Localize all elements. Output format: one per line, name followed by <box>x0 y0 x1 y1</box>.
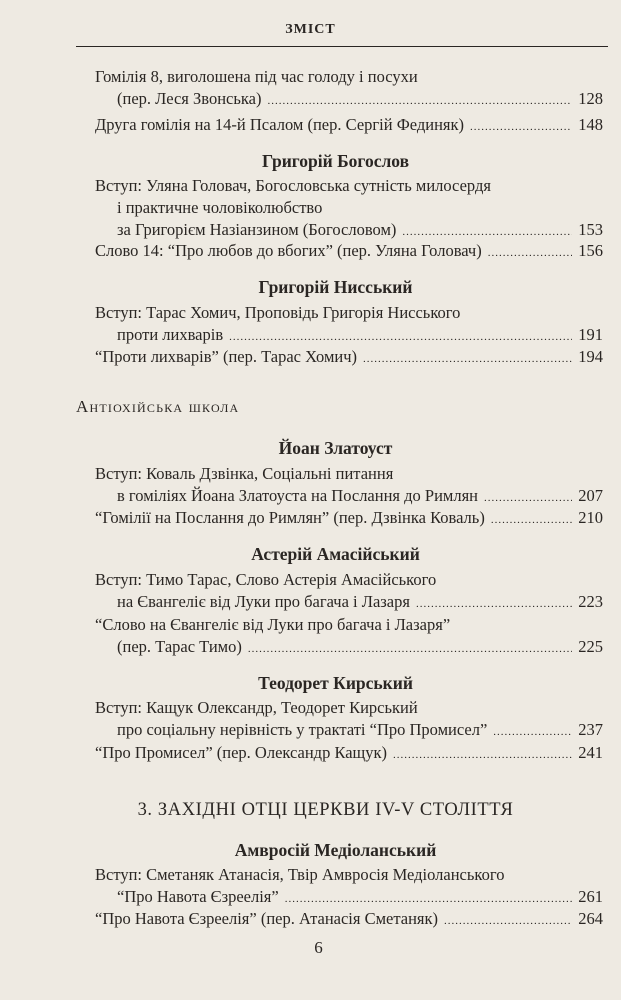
entry-title-line: за Григорієм Назіанзином (Богословом) <box>117 220 397 239</box>
leader-dots <box>229 326 572 348</box>
author-heading: Амвросій Медіоланський <box>234 840 437 860</box>
toc-entry[interactable] <box>95 507 603 531</box>
entry-title-line: “Про Навота Єзреелія” (пер. Атанасія Сметаняк) <box>95 909 439 928</box>
leader-dots <box>285 888 573 910</box>
leader-dots <box>248 638 572 660</box>
entry-title-line: “Гомілії на Послання до Римлян” (пер. Дзвінка Коваль) <box>95 508 485 527</box>
leader-dots <box>484 487 572 509</box>
page-number: 241 <box>578 743 603 762</box>
header-rule <box>76 46 608 47</box>
page-number: 210 <box>578 508 603 527</box>
entry-title-line: “Про Промисел” (пер. Олександр Кащук) <box>95 743 388 762</box>
page-number: 223 <box>578 592 603 611</box>
entry-title-line: “Про Навота Єзреелія” <box>117 887 279 906</box>
entry-title-line: Гомілія 8, виголошена під час голоду і посухи <box>95 67 418 86</box>
entry-title-line: “Проти лихварів” (пер. Тарас Хомич) <box>95 347 358 366</box>
toc-entry[interactable] <box>95 240 603 264</box>
leader-dots <box>444 910 572 932</box>
author-heading: Григорій Богослов <box>261 151 410 171</box>
page-number: 153 <box>578 220 603 239</box>
toc-entry[interactable] <box>95 614 603 660</box>
toc-entry[interactable] <box>95 908 603 932</box>
toc-entry[interactable] <box>95 742 603 766</box>
entry-title-line: на Євангеліє від Луки про багача і Лазаря <box>117 592 410 611</box>
toc-entry[interactable] <box>95 66 603 112</box>
entry-title-line: і практичне чоловіколюбство <box>117 198 323 217</box>
page-number: 156 <box>578 241 603 260</box>
toc-entry[interactable] <box>95 463 603 509</box>
toc-entry[interactable] <box>95 114 603 138</box>
toc-entry[interactable] <box>95 302 603 348</box>
author-heading: Йоан Златоуст <box>278 438 393 458</box>
running-head: ЗМІСТ <box>285 22 336 37</box>
entry-title-line: (пер. Леся Звонська) <box>117 89 262 108</box>
entry-title-line: в гоміліях Йоана Златоуста на Послання до Римлян <box>117 486 478 505</box>
page-number: 207 <box>578 486 603 505</box>
leader-dots <box>267 90 572 112</box>
entry-title-line: Вступ: Кащук Олександр, Теодорет Кирський <box>95 698 418 717</box>
leader-dots <box>416 593 572 615</box>
page-number: 128 <box>578 89 603 108</box>
page-number: 261 <box>578 887 603 906</box>
leader-dots <box>470 116 572 138</box>
leader-dots <box>488 242 573 264</box>
entry-title-line: Вступ: Тарас Хомич, Проповідь Григорія Нисського <box>95 303 461 322</box>
part-heading: 3. ЗАХІДНІ ОТЦІ ЦЕРКВИ IV-V СТОЛІТТЯ <box>137 800 514 820</box>
toc-entry[interactable] <box>95 864 603 910</box>
page-number: 148 <box>578 115 603 134</box>
page-number: 225 <box>578 637 603 656</box>
leader-dots <box>393 744 572 766</box>
entry-title-line: (пер. Тарас Тимо) <box>117 637 242 656</box>
leader-dots <box>363 348 572 370</box>
entry-title-line: проти лихварів <box>117 325 224 344</box>
leader-dots <box>491 509 572 531</box>
entry-title-line: “Слово на Євангеліє від Луки про багача і Лазаря” <box>95 615 451 634</box>
school-heading: Антіохійська школа <box>76 397 240 416</box>
page-number: 264 <box>578 909 603 928</box>
toc-entry[interactable] <box>95 569 603 615</box>
entry-title-line: Вступ: Коваль Дзвінка, Соціальні питання <box>95 464 394 483</box>
toc-entry[interactable] <box>95 346 603 370</box>
entry-title-line: Вступ: Уляна Головач, Богословська сутність милосердя <box>95 176 491 195</box>
entry-title-line: про соціальну нерівність у трактаті “Про Промисел” <box>117 720 488 739</box>
page-number: 237 <box>578 720 603 739</box>
entry-title-line: Друга гомілія на 14-й Псалом (пер. Сергій Фединяк) <box>95 115 465 134</box>
page-folio: 6 <box>314 938 323 957</box>
leader-dots <box>493 721 572 743</box>
page-number: 194 <box>578 347 603 366</box>
toc-entry[interactable] <box>95 175 603 243</box>
entry-title-line: Вступ: Сметаняк Атанасія, Твір Амвросія Медіоланського <box>95 865 505 884</box>
page-number: 191 <box>578 325 603 344</box>
entry-title-line: Слово 14: “Про любов до вбогих” (пер. Уляна Головач) <box>95 241 482 260</box>
toc-entry[interactable] <box>95 697 603 743</box>
author-heading: Григорій Нисський <box>258 277 413 297</box>
author-heading: Теодорет Кирський <box>258 673 413 693</box>
author-heading: Астерій Амасійський <box>251 544 420 564</box>
entry-title-line: Вступ: Тимо Тарас, Слово Астерія Амасійського <box>95 570 437 589</box>
